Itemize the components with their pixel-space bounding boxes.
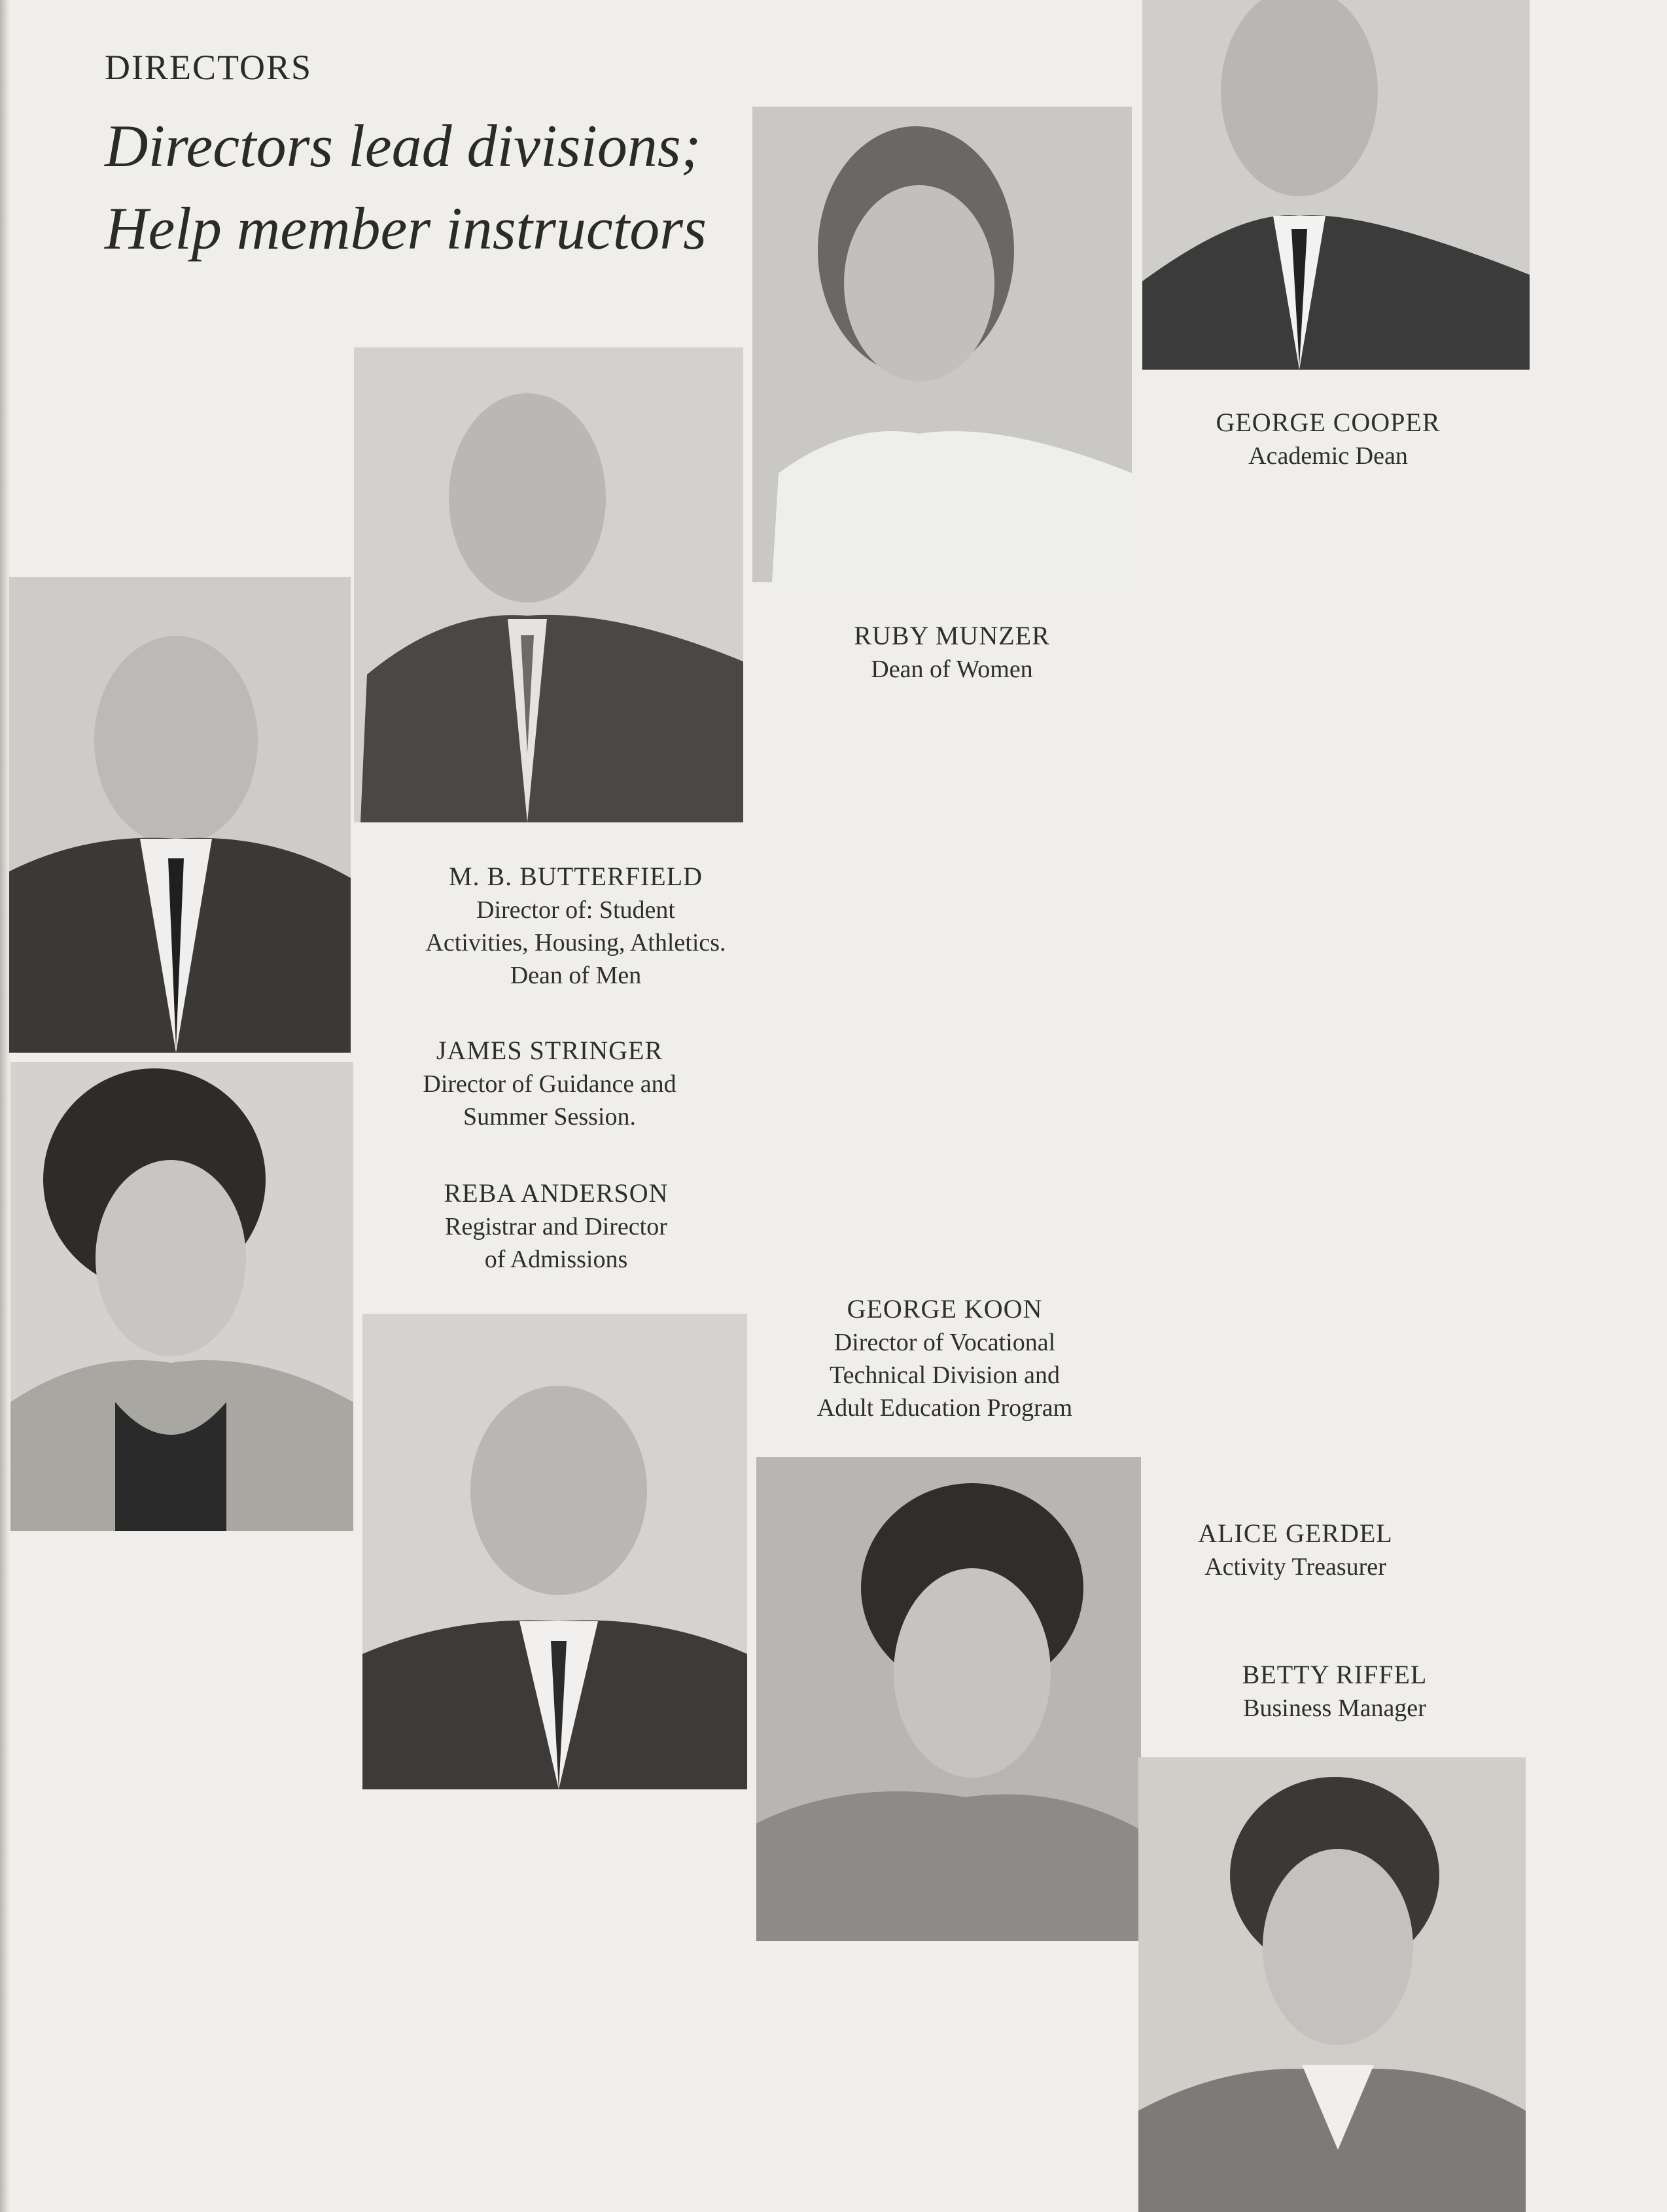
caption-betty-riffel — [1165, 1658, 1505, 1725]
staff-title: Director of Vocational — [834, 1329, 1056, 1356]
staff-title: Director of Guidance and — [423, 1070, 676, 1098]
staff-title: Activities, Housing, Athletics. — [425, 929, 726, 957]
photo-alice-gerdel — [756, 1457, 1141, 1941]
staff-title: Adult Education Program — [816, 1394, 1073, 1422]
staff-title: Business Manager — [1243, 1694, 1426, 1722]
staff-title: Technical Division and — [830, 1361, 1060, 1389]
staff-name: REBA ANDERSON — [444, 1178, 669, 1208]
staff-title: Dean of Women — [871, 656, 1033, 683]
staff-name: GEORGE KOON — [847, 1294, 1043, 1324]
staff-title: Summer Session. — [463, 1103, 636, 1131]
headline-line-1: Directors lead divisions; — [105, 113, 701, 179]
staff-name: JAMES STRINGER — [436, 1036, 663, 1065]
caption-george-cooper — [1112, 406, 1544, 472]
photo-betty-riffel — [1138, 1757, 1526, 2212]
page-headline — [105, 105, 759, 270]
photo-george-koon — [362, 1314, 747, 1789]
staff-title: Academic Dean — [1248, 442, 1408, 470]
photo-james-stringer — [9, 577, 351, 1053]
caption-george-koon — [729, 1292, 1161, 1424]
staff-name: RUBY MUNZER — [854, 621, 1050, 650]
caption-james-stringer — [340, 1034, 759, 1133]
photo-ruby-munzer — [752, 107, 1132, 582]
caption-alice-gerdel — [1125, 1517, 1465, 1583]
section-label: DIRECTORS — [105, 48, 313, 87]
staff-name: GEORGE COOPER — [1216, 408, 1441, 437]
photo-george-cooper — [1142, 0, 1530, 370]
headline-line-2: Help member instructors — [105, 195, 707, 262]
caption-m-b-butterfield — [366, 860, 785, 992]
staff-title: Registrar and Director — [445, 1213, 667, 1240]
staff-title: of Admissions — [484, 1246, 628, 1273]
page-binding-edge — [0, 0, 10, 2212]
photo-reba-anderson — [10, 1062, 353, 1531]
photo-m-b-butterfield — [354, 347, 743, 822]
staff-name: ALICE GERDEL — [1198, 1519, 1393, 1548]
staff-name: BETTY RIFFEL — [1242, 1660, 1428, 1689]
staff-title: Activity Treasurer — [1204, 1553, 1386, 1581]
staff-title: Dean of Men — [510, 962, 642, 989]
caption-ruby-munzer — [739, 619, 1165, 686]
staff-title: Director of: Student — [476, 896, 675, 924]
staff-name: M. B. BUTTERFIELD — [448, 862, 703, 891]
caption-reba-anderson — [347, 1176, 765, 1276]
